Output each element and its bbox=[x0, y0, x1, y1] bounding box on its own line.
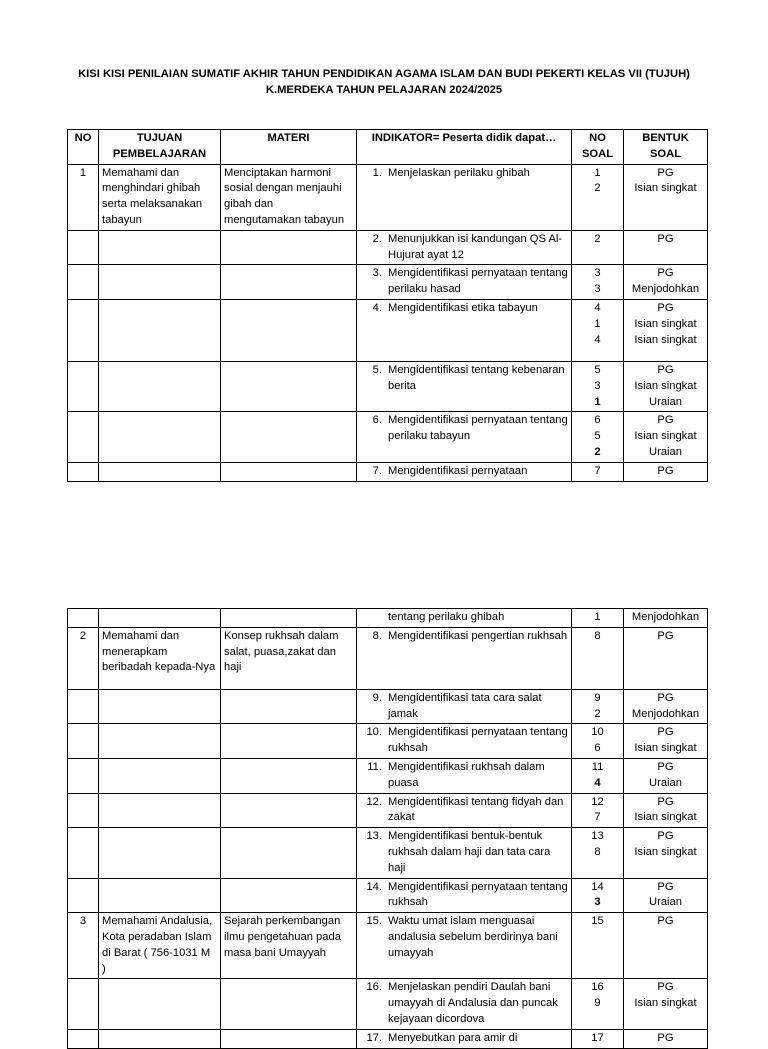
no-soal-value: 6 bbox=[594, 742, 601, 755]
cell-materi bbox=[221, 609, 357, 628]
no-soal-value: 2 bbox=[594, 232, 601, 245]
cell-indikator bbox=[357, 462, 572, 481]
no-soal-value: 8 bbox=[594, 845, 601, 858]
cell-no-soal bbox=[572, 462, 624, 481]
cell-no-soal bbox=[572, 299, 624, 361]
cell-tujuan bbox=[99, 609, 221, 628]
cell-tujuan bbox=[99, 979, 221, 1029]
cell-indikator bbox=[357, 724, 572, 759]
table-row bbox=[68, 627, 708, 689]
table-row bbox=[68, 979, 708, 1029]
cell-tujuan: Memahami Andalusia, Kota peradaban Islam di Barat ( 756-1031 M ) bbox=[99, 913, 221, 979]
no-soal-value: 5 bbox=[594, 430, 601, 443]
no-soal-value: 3 bbox=[594, 896, 601, 909]
bentuk-soal-value: PG bbox=[657, 166, 674, 179]
cell-tujuan bbox=[99, 689, 221, 724]
table-row bbox=[68, 828, 708, 878]
cell-indikator bbox=[357, 979, 572, 1029]
no-soal-value: 10 bbox=[591, 726, 604, 739]
no-soal-value: 1 bbox=[594, 317, 601, 330]
indikator-text: Mengidentifikasi pernyataan bbox=[388, 464, 528, 477]
table-row bbox=[68, 412, 708, 462]
indikator-text: Menjelaskan pendiri Daulah bani umayyah di Andalusia dan puncak kejayaan dicordova bbox=[388, 981, 558, 1025]
cell-no: 1 bbox=[68, 164, 99, 230]
table-row bbox=[68, 230, 708, 265]
indikator-text: Mengidentifikasi bentuk-bentuk rukhsah dalam haji dan tata cara haji bbox=[388, 830, 551, 874]
no-soal-value: 2 bbox=[594, 707, 601, 720]
cell-indikator bbox=[357, 412, 572, 462]
no-soal-value: 1 bbox=[594, 395, 601, 408]
indikator-text: Menunjukkan isi kandungan QS Al-Hujurat ayat 12 bbox=[388, 232, 563, 261]
no-soal-value: 5 bbox=[594, 363, 601, 376]
table-row bbox=[68, 758, 708, 793]
cell-bentuk-soal bbox=[624, 724, 708, 759]
cell-indikator bbox=[357, 265, 572, 300]
no-soal-value: 4 bbox=[594, 776, 601, 789]
cell-materi: Konsep rukhsah dalam salat, puasa,zakat dan haji bbox=[221, 627, 357, 689]
indikator-number: 3. bbox=[372, 267, 382, 280]
cell-no-soal bbox=[572, 689, 624, 724]
bentuk-soal-value: Isian singkat bbox=[634, 182, 697, 195]
cell-bentuk-soal bbox=[624, 979, 708, 1029]
bentuk-soal-value: PG bbox=[657, 414, 674, 427]
bentuk-soal-value: Uraian bbox=[649, 776, 682, 789]
cell-no bbox=[68, 689, 99, 724]
no-soal-value: 3 bbox=[594, 283, 601, 296]
cell-no bbox=[68, 412, 99, 462]
cell-materi bbox=[221, 1029, 357, 1048]
indikator-text: Menyebutkan para amir di bbox=[388, 1031, 518, 1044]
cell-no-soal bbox=[572, 265, 624, 300]
bentuk-soal-value: Isian singkat bbox=[634, 845, 697, 858]
indikator-text: Mengidentifikasi pernyataan tentang perilaku hasad bbox=[388, 267, 568, 296]
cell-materi bbox=[221, 828, 357, 878]
indikator-text: Mengidentifikasi tata cara salat jamak bbox=[388, 691, 542, 720]
indikator-number: 5. bbox=[372, 363, 382, 376]
bentuk-soal-value: PG bbox=[657, 629, 674, 642]
cell-no: 2 bbox=[68, 627, 99, 689]
cell-indikator bbox=[357, 793, 572, 828]
cell-no bbox=[68, 462, 99, 481]
cell-no bbox=[68, 793, 99, 828]
bentuk-soal-value: Isian singkat bbox=[634, 333, 697, 346]
cell-bentuk-soal bbox=[624, 412, 708, 462]
no-soal-value: 3 bbox=[594, 267, 601, 280]
cell-no-soal bbox=[572, 828, 624, 878]
indikator-text: Mengidentifikasi pernyataan tentang rukhsah bbox=[388, 880, 568, 909]
header-tujuan-line-2: PEMBELAJARAN bbox=[112, 147, 207, 160]
indikator-number: 11. bbox=[367, 760, 382, 773]
indikator-number: 17. bbox=[366, 1031, 382, 1044]
no-soal-value: 2 bbox=[594, 182, 601, 195]
cell-bentuk-soal bbox=[624, 299, 708, 361]
bentuk-soal-value: Uraian bbox=[649, 395, 682, 408]
no-soal-value: 17 bbox=[591, 1031, 604, 1044]
bentuk-soal-value: PG bbox=[657, 232, 674, 245]
no-soal-value: 12 bbox=[591, 795, 604, 808]
cell-indikator bbox=[357, 878, 572, 913]
cell-bentuk-soal bbox=[624, 878, 708, 913]
bentuk-soal-value: Isian singkat bbox=[634, 742, 697, 755]
title-line-1: KISI KISI PENILAIAN SUMATIF AKHIR TAHUN PENDIDIKAN AGAMA ISLAM DAN BUDI PEKERTI KELAS VII (TUJUH) bbox=[78, 68, 690, 80]
cell-tujuan bbox=[99, 462, 221, 481]
cell-bentuk-soal bbox=[624, 913, 708, 979]
bentuk-soal-value: PG bbox=[657, 267, 674, 280]
cell-materi bbox=[221, 724, 357, 759]
no-soal-value: 14 bbox=[591, 880, 604, 893]
document-title bbox=[40, 66, 728, 98]
header-tujuan bbox=[99, 130, 221, 165]
cell-tujuan bbox=[99, 299, 221, 361]
cell-no-soal bbox=[572, 724, 624, 759]
cell-no-soal bbox=[572, 793, 624, 828]
no-soal-value: 9 bbox=[594, 997, 601, 1010]
indikator-text: Mengidentifikasi pernyataan tentang rukhsah bbox=[388, 726, 568, 755]
cell-no bbox=[68, 724, 99, 759]
header-no-soal-line-1: NO bbox=[589, 132, 606, 144]
cell-indikator bbox=[357, 164, 572, 230]
cell-bentuk-soal bbox=[624, 627, 708, 689]
no-soal-value: 1 bbox=[594, 166, 601, 179]
table-row bbox=[68, 164, 708, 230]
table-row bbox=[68, 361, 708, 411]
indikator-text: Mengidentifikasi rukhsah dalam puasa bbox=[388, 760, 545, 789]
table-body-2 bbox=[68, 609, 708, 1049]
cell-no bbox=[68, 828, 99, 878]
bentuk-soal-value: PG bbox=[657, 760, 674, 773]
bentuk-soal-value: Menjodohkan bbox=[631, 707, 700, 720]
table-body-1 bbox=[68, 164, 708, 481]
cell-tujuan: Memahami dan menghindari ghibah serta melaksanakan tabayun bbox=[99, 164, 221, 230]
cell-indikator bbox=[357, 1029, 572, 1048]
indikator-number: 1. bbox=[372, 166, 382, 179]
cell-no-soal bbox=[572, 412, 624, 462]
cell-materi bbox=[221, 265, 357, 300]
indikator-number: 16. bbox=[366, 981, 382, 994]
cell-no bbox=[68, 878, 99, 913]
header-materi: MATERI bbox=[221, 130, 357, 165]
bentuk-soal-value: PG bbox=[657, 464, 674, 477]
no-soal-value: 16 bbox=[591, 981, 604, 994]
table-row bbox=[68, 299, 708, 361]
cell-no bbox=[68, 1029, 99, 1048]
cell-bentuk-soal bbox=[624, 609, 708, 628]
cell-tujuan bbox=[99, 265, 221, 300]
bentuk-soal-value: PG bbox=[657, 830, 674, 843]
no-soal-value: 7 bbox=[594, 811, 601, 824]
bentuk-soal-value: Isian singkat bbox=[634, 317, 697, 330]
cell-no bbox=[68, 299, 99, 361]
header-no-soal bbox=[572, 130, 624, 165]
table-row bbox=[68, 462, 708, 481]
cell-tujuan bbox=[99, 724, 221, 759]
cell-bentuk-soal bbox=[624, 828, 708, 878]
table-row bbox=[68, 265, 708, 300]
table-row bbox=[68, 878, 708, 913]
cell-tujuan bbox=[99, 758, 221, 793]
indikator-text: tentang perilaku ghibah bbox=[388, 611, 505, 623]
cell-no: 3 bbox=[68, 913, 99, 979]
cell-no bbox=[68, 361, 99, 411]
bentuk-soal-value: Menjodohkan bbox=[631, 611, 700, 623]
indikator-text: Waktu umat islam menguasai andalusia sebelum berdirinya bani umayyah bbox=[388, 915, 558, 959]
indikator-number: 6. bbox=[372, 414, 382, 427]
cell-materi bbox=[221, 979, 357, 1029]
bentuk-soal-value: Isian singkat bbox=[634, 811, 697, 824]
bentuk-soal-value: PG bbox=[657, 981, 674, 994]
no-soal-value: 1 bbox=[594, 611, 601, 623]
no-soal-value: 11 bbox=[591, 760, 604, 773]
cell-bentuk-soal bbox=[624, 164, 708, 230]
indikator-text: Mengidentifikasi tentang fidyah dan zakat bbox=[388, 795, 564, 824]
no-soal-value: 7 bbox=[594, 464, 601, 477]
cell-bentuk-soal bbox=[624, 793, 708, 828]
cell-indikator bbox=[357, 689, 572, 724]
cell-materi bbox=[221, 230, 357, 265]
bentuk-soal-value: PG bbox=[657, 795, 674, 808]
cell-materi bbox=[221, 462, 357, 481]
header-tujuan-line-1: TUJUAN bbox=[136, 132, 183, 144]
cell-bentuk-soal bbox=[624, 689, 708, 724]
indikator-text: Mengidentifikasi pernyataan tentang perilaku tabayun bbox=[388, 414, 568, 443]
indikator-number: 15. bbox=[366, 915, 382, 928]
cell-materi: Menciptakan harmoni sosial dengan menjauhi gibah dan mengutamakan tabayun bbox=[221, 164, 357, 230]
no-soal-value: 2 bbox=[594, 445, 601, 458]
cell-indikator bbox=[357, 230, 572, 265]
cell-no-soal bbox=[572, 758, 624, 793]
table-row bbox=[68, 609, 708, 628]
indikator-text: Menjelaskan perilaku ghibah bbox=[388, 166, 530, 179]
indikator-number: 2. bbox=[372, 232, 382, 245]
cell-tujuan bbox=[99, 412, 221, 462]
cell-materi bbox=[221, 793, 357, 828]
table-row bbox=[68, 913, 708, 979]
table-row bbox=[68, 1029, 708, 1048]
cell-no-soal bbox=[572, 1029, 624, 1048]
bentuk-soal-value: Uraian bbox=[649, 445, 682, 458]
bentuk-soal-value: PG bbox=[657, 915, 674, 928]
header-indikator: INDIKATOR= Peserta didik dapat… bbox=[357, 130, 572, 165]
indikator-text: Mengidentifikasi pengertian rukhsah bbox=[388, 629, 568, 642]
header-bentuk-soal: BENTUK SOAL bbox=[624, 130, 708, 165]
cell-indikator bbox=[357, 913, 572, 979]
cell-bentuk-soal bbox=[624, 462, 708, 481]
cell-indikator bbox=[357, 361, 572, 411]
no-soal-value: 4 bbox=[594, 333, 601, 346]
bentuk-soal-value: PG bbox=[657, 726, 674, 739]
indikator-number: 8. bbox=[372, 629, 382, 642]
indikator-number: 14. bbox=[366, 880, 382, 893]
cell-no bbox=[68, 265, 99, 300]
indikator-number: 10. bbox=[366, 726, 382, 739]
table-row bbox=[68, 689, 708, 724]
kisi-table-page-2 bbox=[67, 608, 708, 1049]
cell-materi bbox=[221, 361, 357, 411]
cell-tujuan bbox=[99, 361, 221, 411]
kisi-table-page-1 bbox=[67, 129, 708, 482]
bentuk-soal-value: PG bbox=[657, 691, 674, 704]
cell-no bbox=[68, 609, 99, 628]
cell-indikator bbox=[357, 627, 572, 689]
cell-tujuan: Memahami dan menerapkam beribadah kepada-Nya bbox=[99, 627, 221, 689]
cell-bentuk-soal bbox=[624, 361, 708, 411]
cell-materi: Sejarah perkembangan ilmu pengetahuan pada masa bani Umayyah bbox=[221, 913, 357, 979]
no-soal-value: 8 bbox=[594, 629, 601, 642]
cell-no-soal bbox=[572, 979, 624, 1029]
indikator-number: 4. bbox=[372, 301, 382, 314]
indikator-number: 9. bbox=[372, 691, 382, 704]
cell-materi bbox=[221, 412, 357, 462]
header-no-soal-line-2: SOAL bbox=[581, 147, 614, 160]
cell-no-soal bbox=[572, 627, 624, 689]
cell-bentuk-soal bbox=[624, 230, 708, 265]
cell-materi bbox=[221, 299, 357, 361]
bentuk-soal-value: PG bbox=[657, 880, 674, 893]
cell-indikator bbox=[357, 299, 572, 361]
bentuk-soal-value: PG bbox=[657, 301, 674, 314]
no-soal-value: 15 bbox=[591, 915, 604, 928]
bentuk-soal-value: Isian singkat bbox=[634, 430, 697, 443]
cell-indikator bbox=[357, 609, 572, 628]
no-soal-value: 13 bbox=[591, 830, 604, 843]
no-soal-value: 9 bbox=[594, 691, 601, 704]
indikator-text: Mengidentifikasi etika tabayun bbox=[388, 301, 538, 314]
table-row bbox=[68, 793, 708, 828]
table-header-row bbox=[68, 130, 708, 165]
bentuk-soal-value: Uraian bbox=[649, 896, 682, 909]
cell-no bbox=[68, 758, 99, 793]
header-no: NO bbox=[68, 130, 99, 165]
cell-indikator bbox=[357, 828, 572, 878]
cell-materi bbox=[221, 878, 357, 913]
cell-tujuan bbox=[99, 230, 221, 265]
cell-materi bbox=[221, 758, 357, 793]
cell-no-soal bbox=[572, 878, 624, 913]
cell-no bbox=[68, 979, 99, 1029]
cell-no-soal bbox=[572, 361, 624, 411]
table-row bbox=[68, 724, 708, 759]
cell-bentuk-soal bbox=[624, 265, 708, 300]
bentuk-soal-value: Menjodohkan bbox=[631, 283, 700, 296]
cell-tujuan bbox=[99, 1029, 221, 1048]
no-soal-value: 4 bbox=[594, 301, 601, 314]
cell-tujuan bbox=[99, 793, 221, 828]
indikator-text: Mengidentifikasi tentang kebenaran berita bbox=[388, 363, 565, 392]
cell-no-soal bbox=[572, 230, 624, 265]
bentuk-soal-value: PG bbox=[657, 1031, 674, 1044]
cell-no bbox=[68, 230, 99, 265]
cell-bentuk-soal bbox=[624, 1029, 708, 1048]
cell-tujuan bbox=[99, 878, 221, 913]
cell-bentuk-soal bbox=[624, 758, 708, 793]
indikator-number: 7. bbox=[372, 464, 382, 477]
indikator-number: 12. bbox=[366, 795, 382, 808]
cell-no-soal bbox=[572, 913, 624, 979]
cell-materi bbox=[221, 689, 357, 724]
cell-indikator bbox=[357, 758, 572, 793]
cell-no-soal bbox=[572, 609, 624, 628]
bentuk-soal-value: Isian singkat bbox=[634, 379, 697, 392]
no-soal-value: 6 bbox=[594, 414, 601, 427]
indikator-number bbox=[360, 610, 388, 626]
bentuk-soal-value: Isian singkat bbox=[634, 997, 697, 1010]
bentuk-soal-value: PG bbox=[657, 363, 674, 376]
indikator-number: 13. bbox=[366, 830, 382, 843]
title-line-2: K.MERDEKA TAHUN PELAJARAN 2024/2025 bbox=[265, 84, 503, 96]
cell-tujuan bbox=[99, 828, 221, 878]
cell-no-soal bbox=[572, 164, 624, 230]
no-soal-value: 3 bbox=[594, 379, 601, 392]
